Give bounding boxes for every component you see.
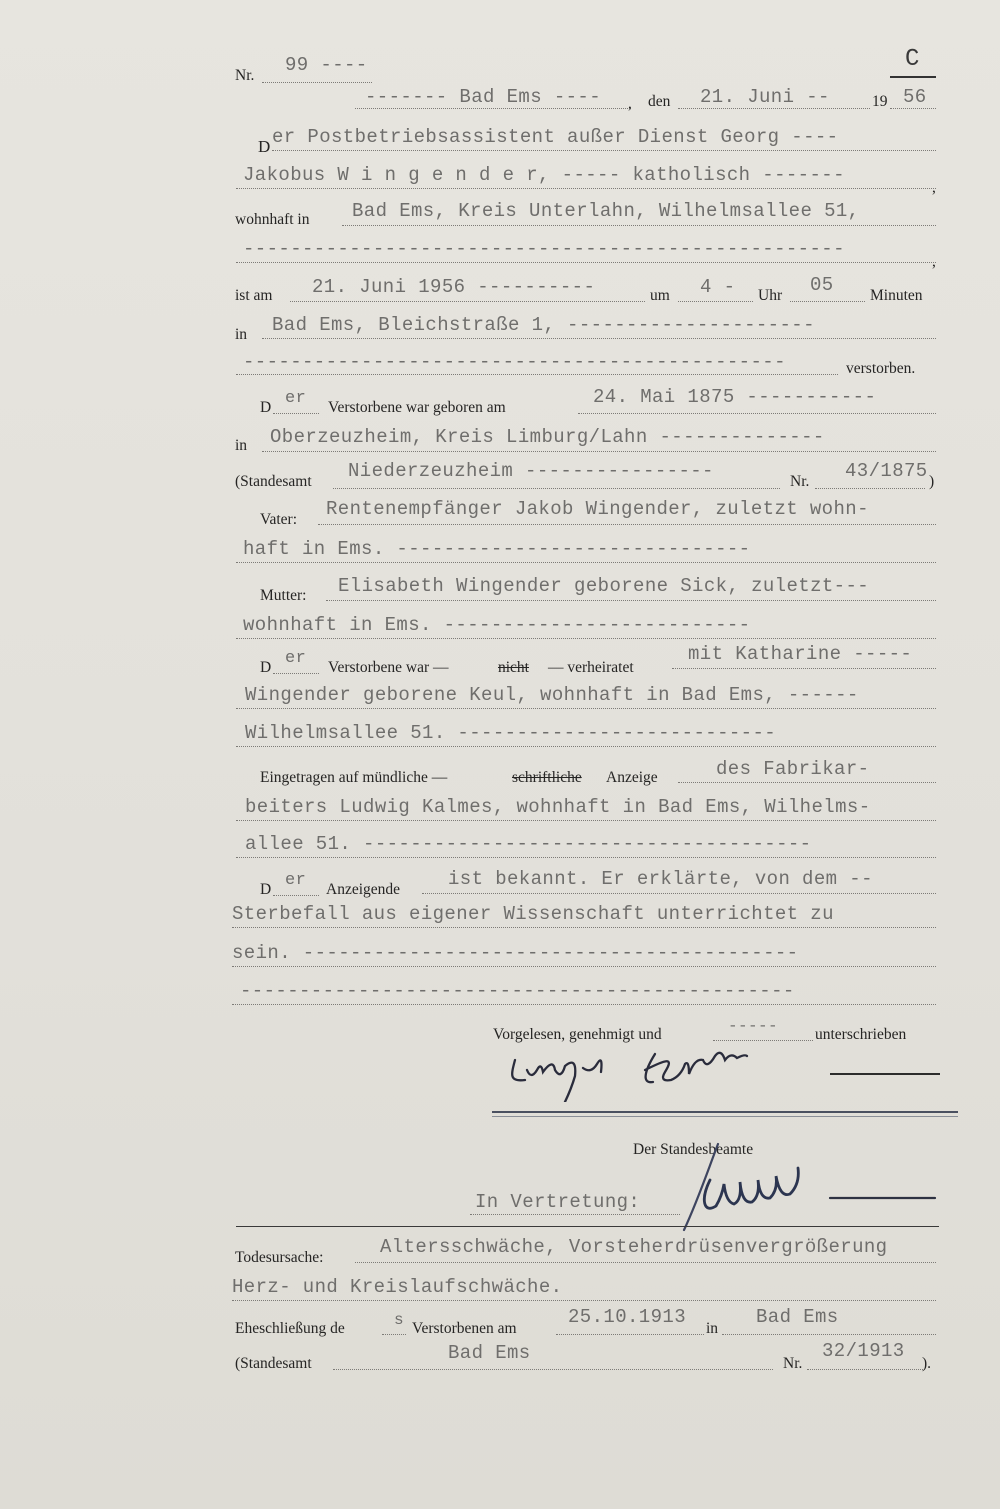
death-date-label: ist am [235,287,273,304]
birth-registry: Niederzeuzheim ---------------- [348,460,714,482]
informant-line-2: beiters Ludwig Kalmes, wohnhaft in Bad Ems, Wilhelms- [245,796,871,818]
dotted-line [678,782,936,783]
death-place: Bad Ems, Bleichstraße 1, --------------------- [272,314,815,336]
registry-date: 21. Juni -- [700,86,830,108]
death-minutes: 05 [810,274,834,296]
registration-label-a: Eingetragen auf mündliche — [260,769,448,786]
deceased-line-2: Jakobus W i n g e n d e r, ----- katholisch ------- [243,164,845,186]
marriage-in-label: in [706,1320,719,1337]
date-label: den [648,93,671,110]
father-line-2: haft in Ems. ------------------------------ [243,538,751,560]
record-number: 99 ---- [285,54,368,76]
signature-line [830,1073,940,1075]
dotted-line [236,374,838,375]
death-date: 21. Juni 1956 ---------- [312,276,596,298]
time-label: um [650,287,670,304]
registry-place: ------- Bad Ems ---- [365,86,602,108]
d-suffix: er [285,871,307,890]
marriage-label-b: Verstorbenen am [412,1320,517,1337]
dotted-line [355,1262,936,1263]
residence: Bad Ems, Kreis Unterlahn, Wilhelmsallee 51, [352,200,860,222]
dotted-line [236,188,936,189]
deceased-line-1: er Postbetriebsassistent außer Dienst Georg ---- [272,126,839,148]
dotted-line [232,1004,936,1005]
dotted-line [678,108,870,109]
informant-statement-2: Sterbefall aus eigener Wissenschaft unterrichtet zu [232,903,834,925]
residence-label: wohnhaft in [235,211,310,228]
dotted-line [262,82,372,83]
cause-line-2: Herz- und Kreislaufschwäche. [232,1276,563,1298]
death-hour: 4 - [700,276,736,298]
record-letter: C [905,46,920,73]
marriage-suffix: s [394,1311,405,1329]
dotted-line [262,451,936,452]
cause-label: Todesursache: [235,1249,324,1266]
marriage-nr-close: ). [922,1355,932,1372]
deputy-label: In Vertretung: [475,1191,641,1213]
dotted-line [790,301,865,302]
dotted-line [236,857,936,858]
informant-statement-1: ist bekannt. Er erklärte, von dem -- [448,868,873,890]
struck-written: schriftliche [512,769,582,786]
father-line-1: Rentenempfänger Jakob Wingender, zuletzt wohn- [326,498,869,520]
father-label: Vater: [260,511,298,528]
dotted-line [236,638,936,639]
dotted-line [672,668,936,669]
year-prefix: 19 [872,93,888,110]
dotted-line [290,301,645,302]
informant-label: Anzeigende [326,881,401,898]
mother-line-2: wohnhaft in Ems. -------------------------- [243,614,751,636]
birth-nr-label: Nr. [790,473,810,490]
section-divider [236,1226,939,1227]
spouse-line-1: mit Katharine ----- [688,643,913,665]
read-label-a: Vorgelesen, genehmigt und [493,1026,662,1043]
mother-line-1: Elisabeth Wingender geborene Sick, zuletzt--- [338,575,870,597]
dotted-line [815,488,925,489]
marriage-registry-label: (Standesamt [235,1355,312,1372]
marriage-registry: Bad Ems [448,1342,531,1364]
dotted-line [236,820,936,821]
birth-in-label: in [235,437,248,454]
spouse-line-2: Wingender geborene Keul, wohnhaft in Bad Ems, ------ [245,684,859,706]
dotted-line [326,600,936,601]
registrar-signature [680,1140,950,1232]
dotted-line [272,150,936,151]
death-place-line-2: ---------------------------------------------- [243,351,786,373]
married-label-a: Verstorbene war — [328,659,449,676]
read-fill: ----- [728,1017,779,1035]
married-label-b: — verheiratet [548,659,634,676]
dotted-line [236,562,936,563]
informant-line-1: des Fabrikar- [716,758,870,780]
marriage-nr-label: Nr. [783,1355,803,1372]
section-rule-thin [492,1116,958,1117]
dotted-line [273,895,319,896]
born-label: Verstorbene war geboren am [328,399,506,416]
informant-statement-3: sein. ------------------------------------------ [232,942,799,964]
dotted-line [273,413,319,414]
birth-place: Oberzeuzheim, Kreis Limburg/Lahn -------------- [270,426,825,448]
d-prefix: D [260,659,272,676]
dotted-line [333,488,780,489]
place-label: in [235,326,248,343]
hour-label: Uhr [758,287,783,304]
dotted-line [342,225,936,226]
dotted-line [318,524,936,525]
marriage-label-a: Eheschließung de [235,1320,345,1337]
dotted-line [262,338,936,339]
dotted-line [273,673,319,674]
dotted-line [333,1369,773,1370]
informant-signature [505,1040,805,1102]
birth-date: 24. Mai 1875 ----------- [593,386,877,408]
read-label-b: unterschrieben [815,1026,907,1043]
letter-underline [890,76,936,78]
residence-line-2: --------------------------------------------------- [243,238,845,260]
spouse-line-3: Wilhelmsallee 51. --------------------------- [245,722,777,744]
birth-nr-close: ) [929,473,935,490]
informant-statement-4: ----------------------------------------------- [240,980,795,1002]
dotted-line [578,413,936,414]
dotted-line [232,927,936,928]
died-label: verstorben. [846,360,916,377]
informant-line-3: allee 51. -------------------------------------- [245,833,812,855]
d-suffix: er [285,649,307,668]
struck-not: nicht [498,659,529,676]
dotted-line [236,262,936,263]
dotted-line [232,1300,936,1301]
dotted-line [556,1334,704,1335]
year-suffix: 56 [903,86,927,108]
dotted-line [232,966,936,967]
d-prefix: D [260,881,272,898]
dotted-line [422,893,936,894]
dotted-line [470,1214,680,1215]
mother-label: Mutter: [260,587,307,604]
dotted-line [382,1334,406,1335]
d-prefix: D [260,399,272,416]
dotted-line [678,301,753,302]
minutes-label: Minuten [870,287,923,304]
dotted-line [355,108,630,109]
register-page: Nr. 99 ---- C ------- Bad Ems ---- , den 21. Juni -- 19 56 D er Postbetriebsassistent außer Dienst Georg ---- Jakobus W i n g e n d e r, ----- katholisch ------- , wohnhaft in Bad Ems, Kreis Unterlahn, Wilhelmsallee 51, --------------------------------------------------- , ist am 21. Juni 1956 ---------- um 4 - Uhr 05 Minuten in Bad Ems, Bleichstraße 1, --------------------- ---------------------------------------------- verstorben. D er Verstorbene war geboren am 24. Mai 1875 ----------- in Oberzeuzheim, Kreis Limburg/Lahn -------------- (Standesamt Niederzeuzheim ---------------- Nr. 43/1875 ) Vater: Rentenempfänger Jakob Wingender, zuletzt wohn- haft in Ems. ------------------------------ Mutter: Elisabeth Wingender geborene Sick, zuletzt--- wohnhaft in Ems. -------------------------- D er Verstorbene war — nicht — verheiratet mit Katharine ----- Wingender geborene Keul, wohnhaft in Bad Ems, ------ Wilhelmsallee 51. --------------------------- Eingetragen auf mündliche — schriftliche Anzeige des Fabrikar- beiters Ludwig Kalmes, wohnhaft in Bad Ems, Wilhelms- allee 51. -------------------------------------- D er Anzeigende ist bekannt. Er erklärte, von dem -- Sterbefall aus eigener Wissenschaft unterrichtet zu sein. ------------------------------------------ ----------------------------------------------- Vorgelesen, genehmigt und ----- unterschrieben Der Standesbeamte In Vertretung: Todesursache: Altersschwäche, Vorsteherdrüsenvergrößerung Herz- und Kreislaufschwäche. Eheschließung de s Verstorbenen am 25.10.1913 in Bad Ems (Standesamt Bad Ems Nr. 32/1913 ). [0,0,1000,1509]
registrar-label: Der Standesbeamte [633,1141,754,1158]
title-prefix: D [258,137,271,156]
dotted-line [236,746,936,747]
d-suffix: er [285,389,307,408]
dotted-line [807,1369,923,1370]
nr-label: Nr. [235,67,255,84]
registry-label: (Standesamt [235,473,312,490]
cause-line-1: Altersschwäche, Vorsteherdrüsenvergrößerung [380,1236,888,1258]
marriage-date: 25.10.1913 [568,1306,687,1328]
dotted-line [890,108,936,109]
registration-label-b: Anzeige [606,769,658,786]
dotted-line [722,1334,936,1335]
birth-nr: 43/1875 [845,460,928,482]
marriage-nr: 32/1913 [822,1340,905,1362]
dotted-line [236,708,936,709]
section-rule [492,1111,958,1113]
marriage-place: Bad Ems [756,1306,839,1328]
